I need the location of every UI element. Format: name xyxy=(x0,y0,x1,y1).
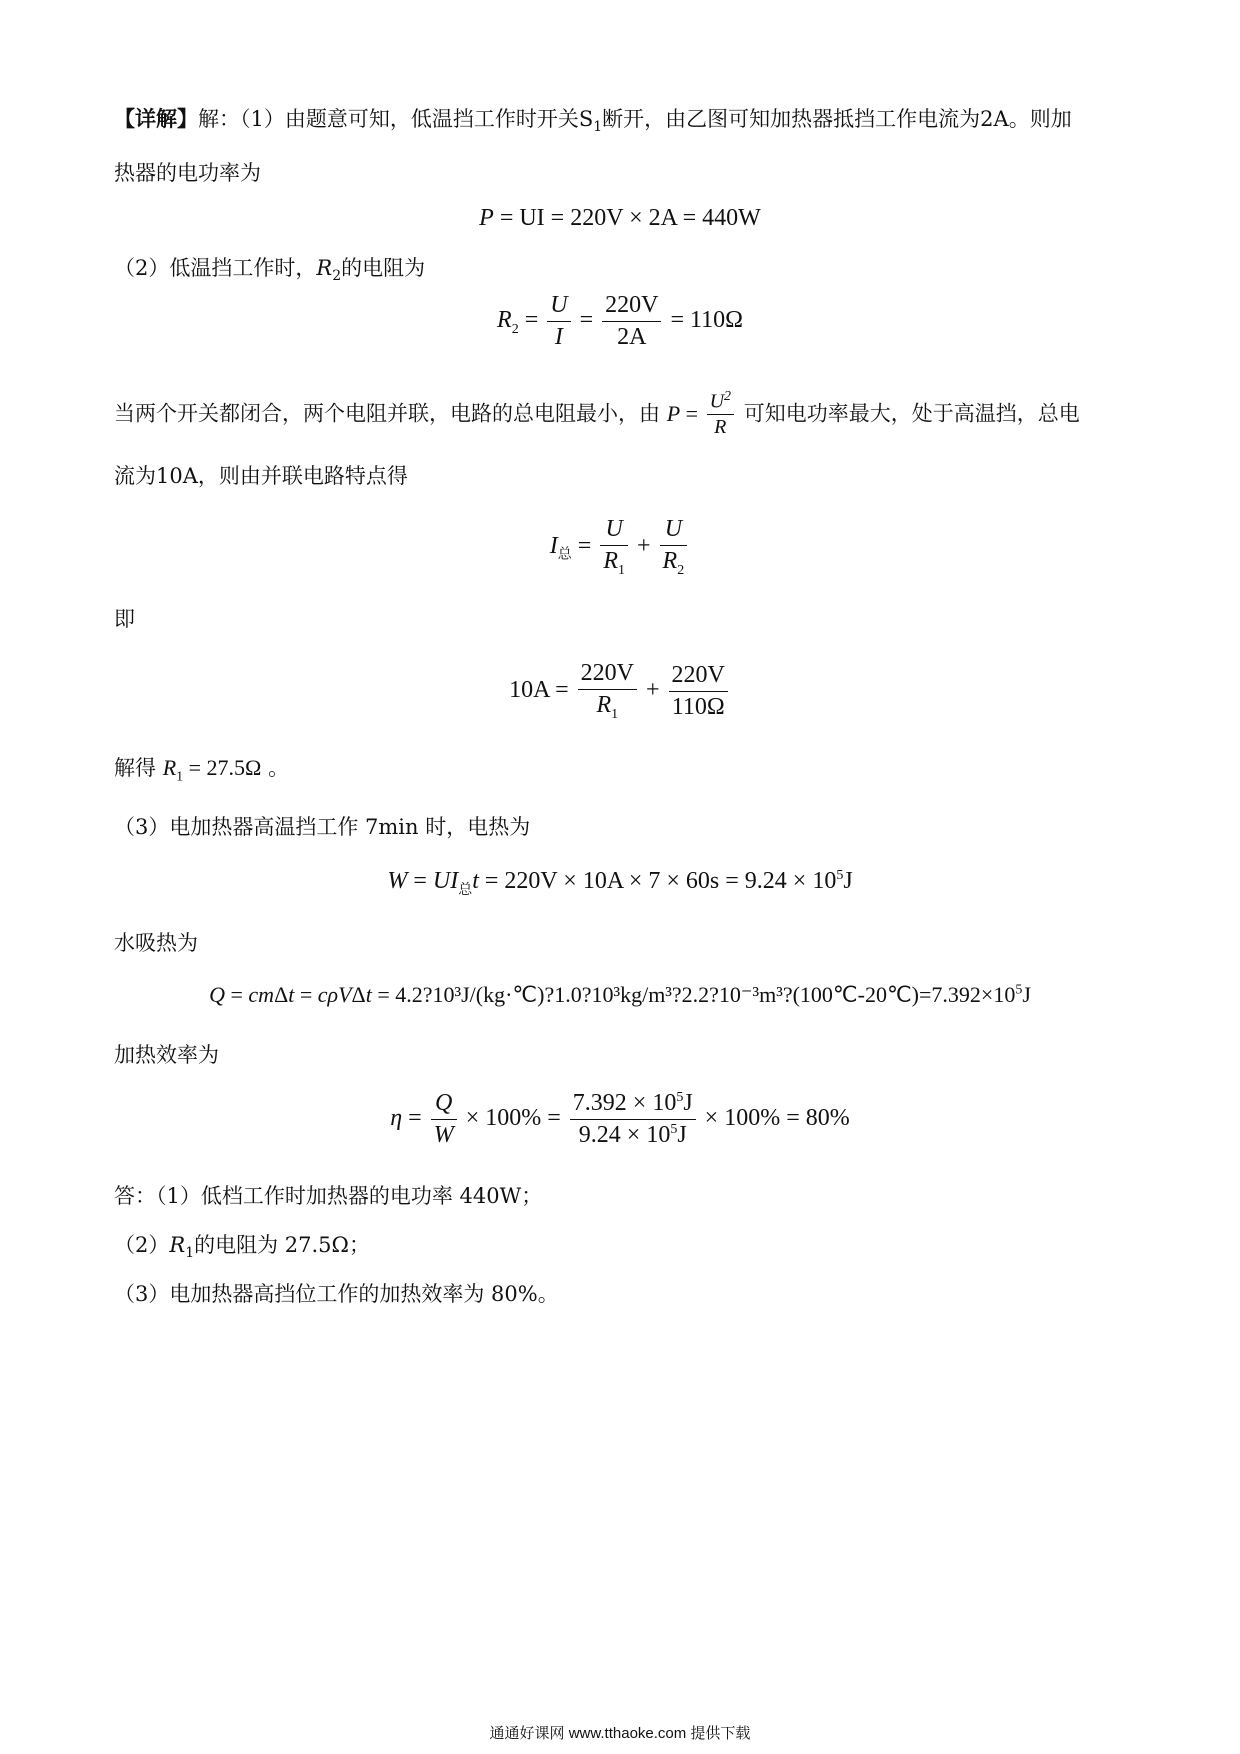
intro-text-tail: 断开，由乙图可知加热器抵挡工作电流为2A。则加 xyxy=(602,107,1072,131)
answer-2-prefix: （2） xyxy=(114,1233,170,1257)
paragraph-efficiency: 加热效率为 xyxy=(114,1043,219,1067)
equation-power: P = UI = 220V × 2A = 440W xyxy=(479,205,761,231)
equation-total-current: $I_总$ = $\frac{U}{R_1}$ + $\frac{U}{R_2}$ xyxy=(0,516,1240,579)
equation-water-heat: $Q = cm\Delta t = c\rho V\Delta t = 4.2?10^3J/(kg\cdot℃)?1.0?10^3kg/m^3?2.2?10^{-3}m^3?(100℃-20℃)=7.392\times 10^5J$ xyxy=(209,982,1031,1007)
efficiency-numerator: 7.392 × 10 xyxy=(572,1090,677,1116)
equation-power-text: = UI = 220V × 2A = 440W xyxy=(499,205,761,231)
paragraph-intro xyxy=(114,108,1072,134)
answer-1: 答：（1）低档工作时加热器的电功率 440W； xyxy=(114,1184,543,1208)
paragraph-part3: 当两个开关都闭合，两个电阻并联，电路的总电阻最小，由 P = $\frac{U^2}{R}$ 可知电功率最大，处于高温挡，总电 xyxy=(114,389,1080,438)
part3-text-a: 当两个开关都闭合，两个电阻并联，电路的总电阻最小，由 xyxy=(114,401,660,426)
paragraph-part3-heat: （3）电加热器高温挡工作 7min 时，电热为 xyxy=(114,815,531,839)
efficiency-denominator: 9.24 × 10 xyxy=(578,1122,671,1148)
ten-amp-num2: 220V xyxy=(669,662,728,692)
equation-ten-amp: 10A = $\frac{220V}{R_1}$ + $\frac{220V}{110\Omega}$ xyxy=(0,660,1240,723)
detail-heading: 【详解】 xyxy=(114,106,198,131)
footer-source: 通通好课网 www.tthaoke.com 提供下载 xyxy=(489,1725,751,1742)
part3-text-b: 可知电功率最大，处于高温挡，总电 xyxy=(743,401,1080,426)
ten-amp-num1: 220V xyxy=(578,660,637,690)
ten-amp-den2: 110Ω xyxy=(671,693,725,720)
paragraph-part2: （2）低温挡工作时，$R_2$的电阻为 xyxy=(114,256,426,285)
answer-2: $(2)R_1$的电阻为 27.5Ω； xyxy=(114,1233,370,1262)
paragraph-intro-line2: 热器的电功率为 xyxy=(114,161,261,185)
r2-result: = 110Ω xyxy=(670,307,743,334)
r2-numerator: 220V xyxy=(602,292,661,322)
answer-2-text: 的电阻为 27.5Ω； xyxy=(194,1233,370,1257)
paragraph-ji: 即 xyxy=(114,607,135,631)
answer-3: （3）电加热器高挡位工作的加热效率为 80%。 xyxy=(114,1282,559,1306)
part2-tail: 的电阻为 xyxy=(341,256,426,280)
paragraph-water-heat: 水吸热为 xyxy=(114,931,198,955)
paragraph-solve: 解得 $R_1 = 27.5\Omega$ 。 xyxy=(114,755,290,785)
water-heat-text: = 4.2?10³J/(kg·℃)?1.0?10³kg/m³?2.2?10⁻³m³?(100℃-20℃)=7.392×10 xyxy=(377,982,1016,1007)
part2-text: （2）低温挡工作时， xyxy=(114,256,317,280)
paragraph-part3-line2: 流为10A，则由并联电路特点得 xyxy=(114,464,408,488)
solve-period: 。 xyxy=(268,756,290,780)
subscript: 1 xyxy=(593,119,603,136)
ten-amp-left: 10A = xyxy=(509,676,569,703)
intro-text: 解：（1）由题意可知，低温挡工作时开关S xyxy=(198,107,594,131)
efficiency-result: × 100% = 80% xyxy=(704,1105,850,1132)
r2-denominator: 2A xyxy=(617,324,647,350)
equation-r2: $R_2$ = $\frac{U}{I}$ = $\frac{220V}{2A}$ = 110Ω xyxy=(497,292,743,350)
electric-heat-text: = 220V × 10A × 7 × 60s = 9.24 × 10 xyxy=(484,868,837,894)
solve-text: 解得 xyxy=(114,756,156,780)
equation-electric-heat: $W = UI_总t = 220V \times 10A \times 7 \times 60s = 9.24 \times 10^5J$ xyxy=(387,868,853,898)
solve-result: = 27.5Ω xyxy=(188,755,262,780)
equation-efficiency: η = $\frac{Q}{W}$ × 100% = $\frac{7.392 \times 10^5J}{9.24 \times 10^5J}$ × 100% = 80% xyxy=(390,1090,850,1148)
